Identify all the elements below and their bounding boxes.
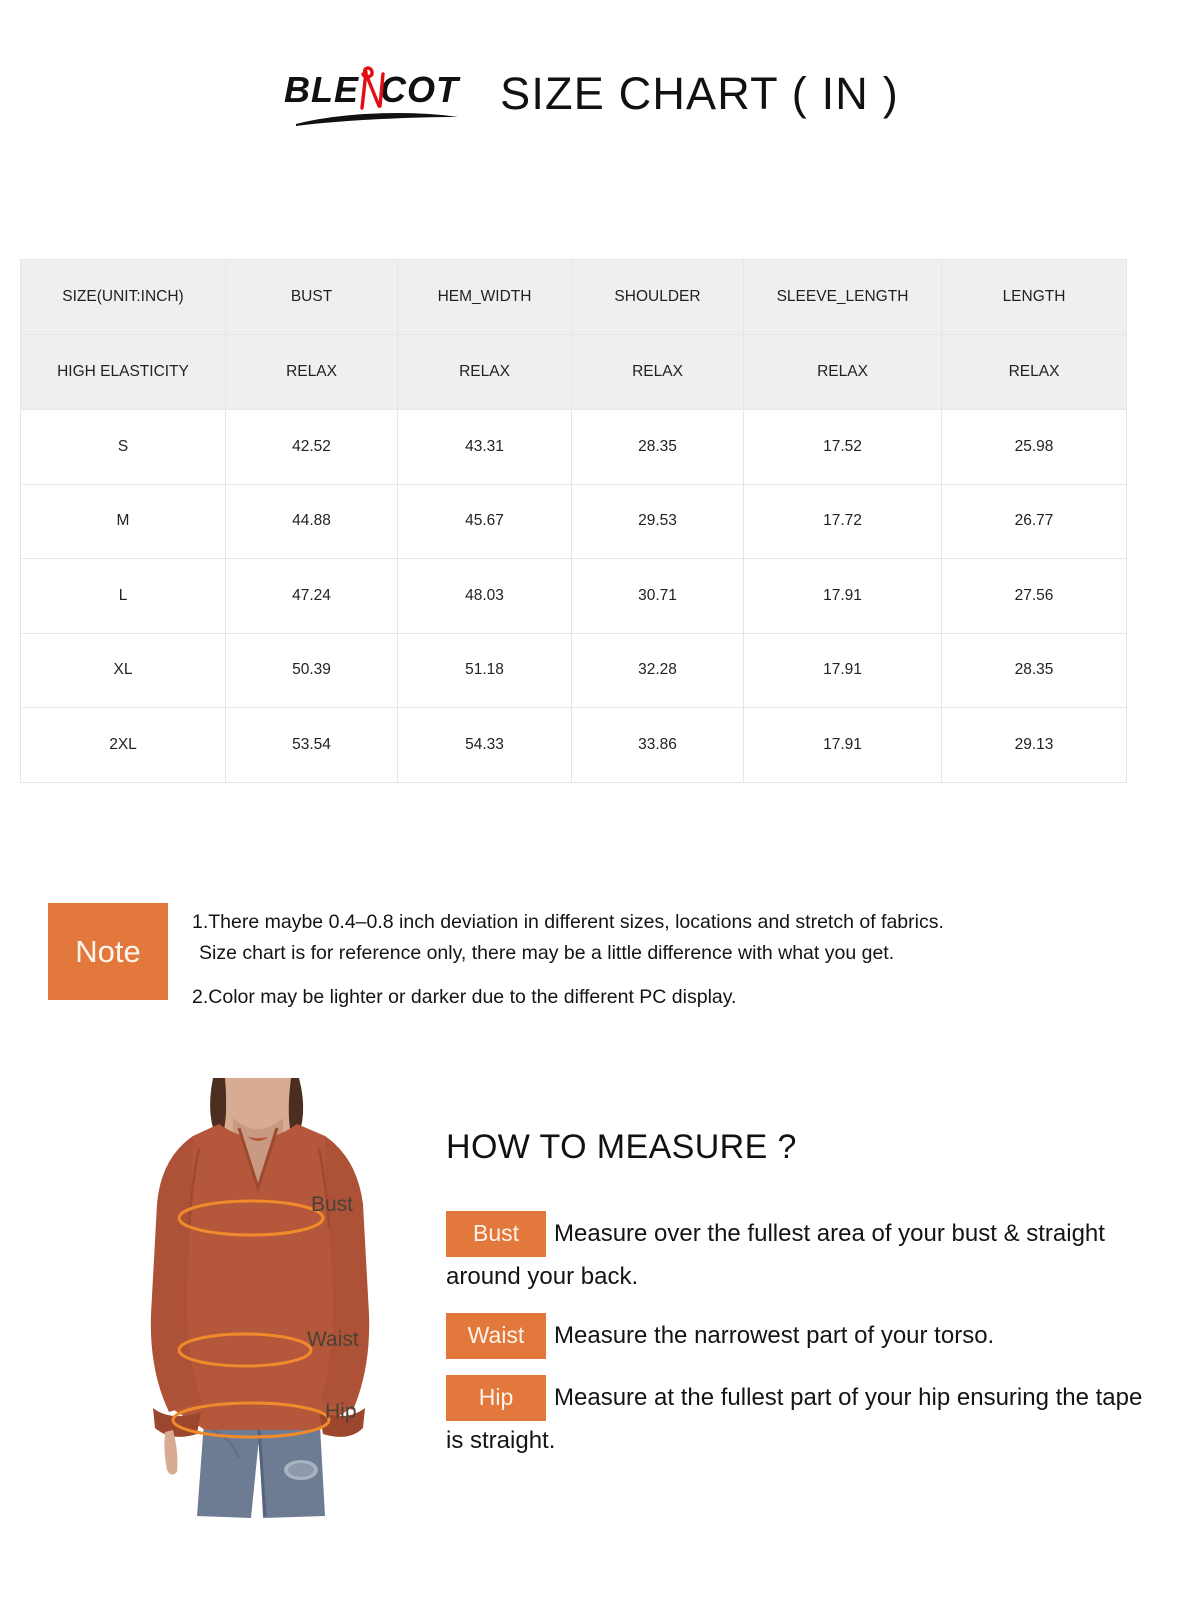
how-to-measure-title: HOW TO MEASURE ?: [446, 1128, 797, 1166]
photo-label-bust: Bust: [311, 1193, 354, 1216]
cell-shoulder: 28.35: [572, 410, 744, 485]
cell-shoulder: 32.28: [572, 633, 744, 708]
cell-hem-width: 54.33: [398, 708, 572, 783]
cell-hem-width: 45.67: [398, 484, 572, 559]
how-to-measure-panel: [446, 1128, 1146, 1477]
table-row: [21, 633, 1127, 708]
svg-text:BLE: BLE: [284, 69, 360, 110]
cell-bust: 47.24: [226, 559, 398, 634]
table-body: [21, 410, 1127, 783]
header-relax-bust: RELAX: [226, 335, 398, 410]
cell-size: 2XL: [21, 708, 226, 783]
cell-shoulder: 33.86: [572, 708, 744, 783]
note-block: [48, 903, 1138, 1013]
table-row: [21, 484, 1127, 559]
cell-sleeve-length: 17.91: [744, 708, 942, 783]
measure-item-hip: [446, 1375, 1146, 1461]
table-row: [21, 410, 1127, 485]
page-header: [0, 62, 1181, 128]
cell-shoulder: 29.53: [572, 484, 744, 559]
cell-hem-width: 51.18: [398, 633, 572, 708]
cell-sleeve-length: 17.91: [744, 633, 942, 708]
header-relax-hem: RELAX: [398, 335, 572, 410]
cell-size: S: [21, 410, 226, 485]
cell-sleeve-length: 17.52: [744, 410, 942, 485]
measure-text-hip: Measure at the fullest part of your hip ensuring the tape is straight.: [446, 1384, 1143, 1454]
cell-hem-width: 48.03: [398, 559, 572, 634]
table-row: [21, 559, 1127, 634]
blencot-logo-icon: [282, 62, 474, 128]
measure-tag-bust: Bust: [446, 1211, 546, 1257]
cell-length: 29.13: [942, 708, 1127, 783]
cell-length: 28.35: [942, 633, 1127, 708]
header-relax-shoulder: RELAX: [572, 335, 744, 410]
note-badge: Note: [48, 903, 168, 1000]
photo-label-waist: Waist: [307, 1328, 359, 1351]
header-relax-length: RELAX: [942, 335, 1127, 410]
measure-tag-waist: Waist: [446, 1313, 546, 1359]
cell-length: 27.56: [942, 559, 1127, 634]
photo-label-hip: Hip: [325, 1400, 357, 1423]
svg-text:COT: COT: [380, 69, 460, 110]
model-photo: [113, 1078, 403, 1533]
cell-shoulder: 30.71: [572, 559, 744, 634]
header-high-elasticity: HIGH ELASTICITY: [21, 335, 226, 410]
header-length: LENGTH: [942, 260, 1127, 335]
note-line-1: 1.There maybe 0.4–0.8 inch deviation in different sizes, locations and stretch of fabrics.: [192, 911, 944, 933]
page-title: SIZE CHART ( IN ): [500, 67, 899, 119]
cell-size: XL: [21, 633, 226, 708]
measure-list: [446, 1211, 1146, 1461]
brand-logo: [282, 62, 474, 128]
header-relax-sleeve: RELAX: [744, 335, 942, 410]
cell-bust: 53.54: [226, 708, 398, 783]
cell-sleeve-length: 17.91: [744, 559, 942, 634]
note-line-3: 2.Color may be lighter or darker due to the different PC display.: [192, 986, 737, 1008]
note-text: [192, 903, 944, 1013]
measure-text-bust: Measure over the fullest area of your bust & straight around your back.: [446, 1220, 1105, 1290]
header-sleeve-length: SLEEVE_LENGTH: [744, 260, 942, 335]
measure-tag-hip: Hip: [446, 1375, 546, 1421]
size-chart-table: [20, 259, 1127, 783]
cell-length: 26.77: [942, 484, 1127, 559]
cell-hem-width: 43.31: [398, 410, 572, 485]
header-hem-width: HEM_WIDTH: [398, 260, 572, 335]
table-header-row-1: [21, 260, 1127, 335]
table-header: [21, 260, 1127, 410]
cell-sleeve-length: 17.72: [744, 484, 942, 559]
header-shoulder: SHOULDER: [572, 260, 744, 335]
note-line-2: Size chart is for reference only, there may be a little difference with what you get.: [199, 942, 895, 964]
cell-bust: 42.52: [226, 410, 398, 485]
table-header-row-2: [21, 335, 1127, 410]
cell-size: M: [21, 484, 226, 559]
cell-bust: 50.39: [226, 633, 398, 708]
table-row: [21, 708, 1127, 783]
header-bust: BUST: [226, 260, 398, 335]
measure-item-bust: [446, 1211, 1146, 1297]
model-illustration: [113, 1078, 403, 1533]
header-size-unit: SIZE(UNIT:INCH): [21, 260, 226, 335]
measure-text-waist: Measure the narrowest part of your torso.: [554, 1322, 995, 1349]
cell-bust: 44.88: [226, 484, 398, 559]
cell-size: L: [21, 559, 226, 634]
cell-length: 25.98: [942, 410, 1127, 485]
measure-item-waist: [446, 1313, 1146, 1359]
